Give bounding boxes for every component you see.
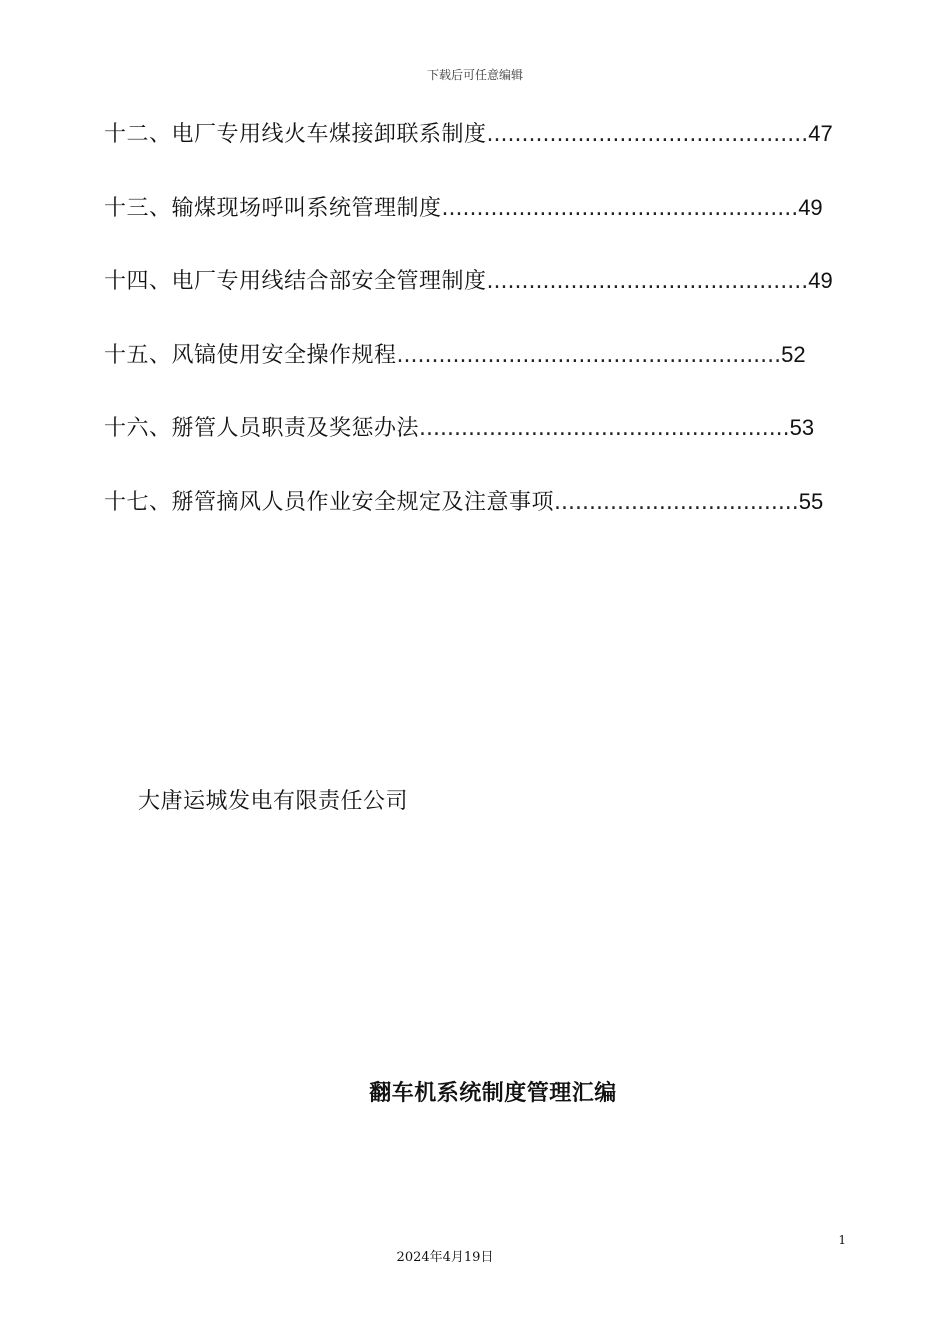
- toc-item[interactable]: [104, 484, 824, 519]
- toc-item-page: 47: [808, 121, 833, 146]
- toc-item-page: 53: [789, 415, 815, 440]
- toc-item-title: 电厂专用线火车煤接卸联系制度: [171, 122, 487, 147]
- toc-item-number: 十二、: [104, 122, 172, 147]
- toc-item-number: 十六、: [104, 416, 172, 441]
- page-header: 下载后可任意编辑: [426, 68, 523, 82]
- footer-date: 2024年4月19日: [396, 1250, 494, 1265]
- page-number: 1: [838, 1233, 846, 1247]
- toc-item-leader: ..............................................: [486, 122, 809, 147]
- toc-item-leader: ...................................: [554, 489, 799, 515]
- toc-item-leader: .......................................................: [396, 342, 782, 368]
- toc-item-number: 十五、: [104, 342, 172, 368]
- toc-item-leader: ...................................................: [441, 195, 799, 221]
- toc-item-title: 输煤现场呼叫系统管理制度: [171, 195, 442, 221]
- toc-item-title: 电厂专用线结合部安全管理制度: [171, 269, 487, 294]
- toc-item-title: 风镐使用安全操作规程: [171, 342, 397, 368]
- toc-item-title: 掰管人员职责及奖惩办法: [171, 416, 420, 441]
- toc-item[interactable]: [104, 190, 824, 225]
- toc-item[interactable]: [104, 116, 833, 151]
- toc-item-page: 49: [798, 194, 823, 220]
- toc-item[interactable]: [104, 410, 824, 445]
- toc-item[interactable]: [104, 263, 833, 298]
- toc-item-number: 十三、: [104, 195, 172, 221]
- toc-item-number: 十七、: [104, 489, 172, 515]
- toc-item-leader: .....................................................: [419, 416, 790, 441]
- toc-item-number: 十四、: [104, 269, 172, 294]
- toc-item-page: 55: [798, 488, 824, 514]
- toc-item-page: 49: [808, 268, 833, 293]
- company-name: 大唐运城发电有限责任公司: [138, 789, 409, 814]
- toc-item-page: 52: [781, 341, 806, 367]
- toc-item-title: 掰管摘风人员作业安全规定及注意事项: [171, 489, 555, 515]
- document-title: 翻车机系统制度管理汇编: [369, 1081, 617, 1106]
- toc-item[interactable]: [104, 337, 824, 372]
- table-of-contents: [104, 116, 833, 557]
- toc-item-leader: ..............................................: [486, 269, 809, 294]
